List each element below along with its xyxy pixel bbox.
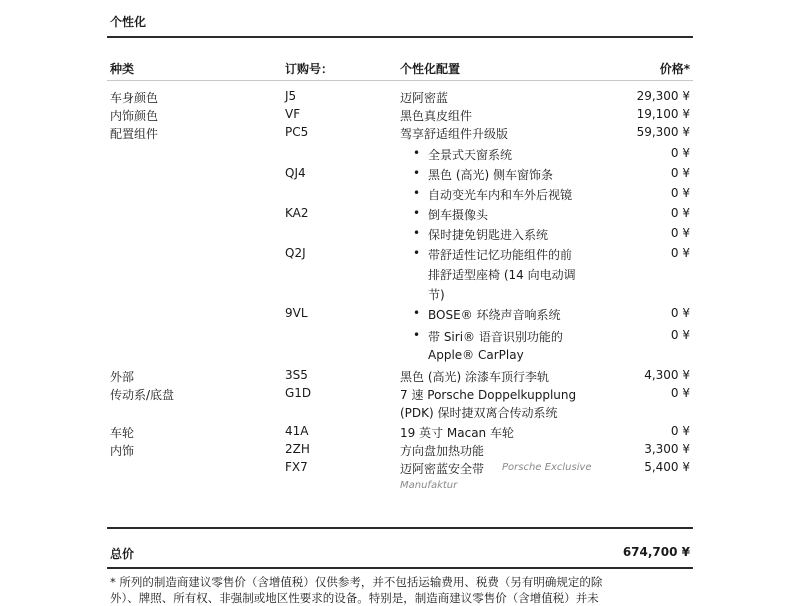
row-code: KA2: [285, 206, 309, 220]
total-value: 674,700 ¥: [622, 545, 690, 559]
divider-header: [107, 80, 693, 81]
divider-total-bottom: [107, 567, 693, 569]
row-price: 0 ¥: [670, 186, 690, 200]
bullet: •: [413, 206, 421, 220]
row-price: 0 ¥: [670, 246, 690, 260]
row-code: 2ZH: [285, 442, 310, 456]
row-code: G1D: [285, 386, 312, 400]
bullet: •: [413, 146, 421, 160]
row-config-line3: 节): [428, 288, 445, 302]
header-config: 个性化配置: [400, 62, 461, 76]
divider-total-top: [107, 527, 693, 529]
bullet: •: [413, 166, 421, 180]
row-code: 9VL: [285, 306, 308, 320]
row-category: 内饰: [110, 444, 135, 458]
row-config: 保时捷免钥匙进入系统: [428, 228, 549, 242]
row-price: 0 ¥: [670, 146, 690, 160]
row-code: 41A: [285, 424, 309, 438]
row-config: 带舒适性记忆功能组件的前: [428, 248, 573, 262]
header-category: 种类: [110, 62, 135, 76]
row-config-line2: 排舒适型座椅 (14 向电动调: [428, 268, 576, 282]
row-category: 配置组件: [110, 127, 159, 141]
row-price: 0 ¥: [670, 206, 690, 220]
row-code: Q2J: [285, 246, 306, 260]
row-config: 19 英寸 Macan 车轮: [400, 426, 514, 440]
row-price: 0 ¥: [670, 386, 690, 400]
row-config: 驾享舒适组件升级版: [400, 127, 509, 141]
row-category: 传动系/底盘: [110, 388, 175, 402]
footnote-line2: 外）、牌照、所有权、非强制或地区性要求的设备。特别是，制造商建议零售价（含增值税）并未: [110, 591, 599, 605]
header-price: 价格*: [659, 62, 690, 76]
row-config: 带 Siri® 语音识别功能的: [428, 330, 563, 344]
row-config-line2: Apple® CarPlay: [428, 348, 524, 362]
row-note: Porsche Exclusive: [502, 462, 592, 473]
row-config: BOSE® 环绕声音响系统: [428, 308, 561, 322]
divider-top: [107, 36, 693, 38]
row-config: 黑色 (高光) 侧车窗饰条: [428, 168, 553, 182]
row-price: 0 ¥: [670, 306, 690, 320]
row-config: 倒车摄像头: [428, 208, 489, 222]
row-code: J5: [285, 89, 297, 103]
header-code: 订购号：: [285, 62, 334, 76]
row-price: 3,300 ¥: [644, 442, 690, 456]
row-price: 0 ¥: [670, 166, 690, 180]
bullet: •: [413, 186, 421, 200]
row-price: 59,300 ¥: [636, 125, 690, 139]
bullet: •: [413, 226, 421, 240]
row-code: FX7: [285, 460, 308, 474]
row-price: 4,300 ¥: [644, 368, 690, 382]
bullet: •: [413, 306, 421, 320]
row-config: 黑色 (高光) 涂漆车顶行李轨: [400, 370, 549, 384]
row-config: 全景式天窗系统: [428, 148, 513, 162]
row-config: 迈阿密蓝: [400, 91, 449, 105]
row-price: 19,100 ¥: [636, 107, 690, 121]
row-category: 外部: [110, 370, 135, 384]
row-code: 3S5: [285, 368, 308, 382]
row-config-line2: (PDK) 保时捷双离合传动系统: [400, 406, 558, 420]
row-code: QJ4: [285, 166, 306, 180]
row-config: 迈阿密蓝安全带: [400, 462, 485, 476]
bullet: •: [413, 328, 421, 342]
row-price: 29,300 ¥: [636, 89, 690, 103]
row-price: 5,400 ¥: [644, 460, 690, 474]
row-price: 0 ¥: [670, 424, 690, 438]
row-category: 车身颜色: [110, 91, 159, 105]
row-category: 内饰颜色: [110, 109, 159, 123]
row-config: 黑色真皮组件: [400, 109, 473, 123]
row-config: 自动变光车内和车外后视镜: [428, 188, 573, 202]
section-title: 个性化: [110, 15, 147, 29]
row-price: 0 ¥: [670, 328, 690, 342]
row-config: 方向盘加热功能: [400, 444, 485, 458]
row-code: VF: [285, 107, 301, 121]
row-category: 车轮: [110, 426, 135, 440]
row-code: PC5: [285, 125, 309, 139]
total-label: 总价: [110, 547, 135, 561]
row-note-line2: Manufaktur: [400, 480, 458, 491]
bullet: •: [413, 246, 421, 260]
row-config: 7 速 Porsche Doppelkupplung: [400, 388, 577, 402]
row-price: 0 ¥: [670, 226, 690, 240]
footnote-line1: * 所列的制造商建议零售价（含增值税）仅供参考，并不包括运输费用、税费（另有明确规定的除: [110, 575, 603, 589]
